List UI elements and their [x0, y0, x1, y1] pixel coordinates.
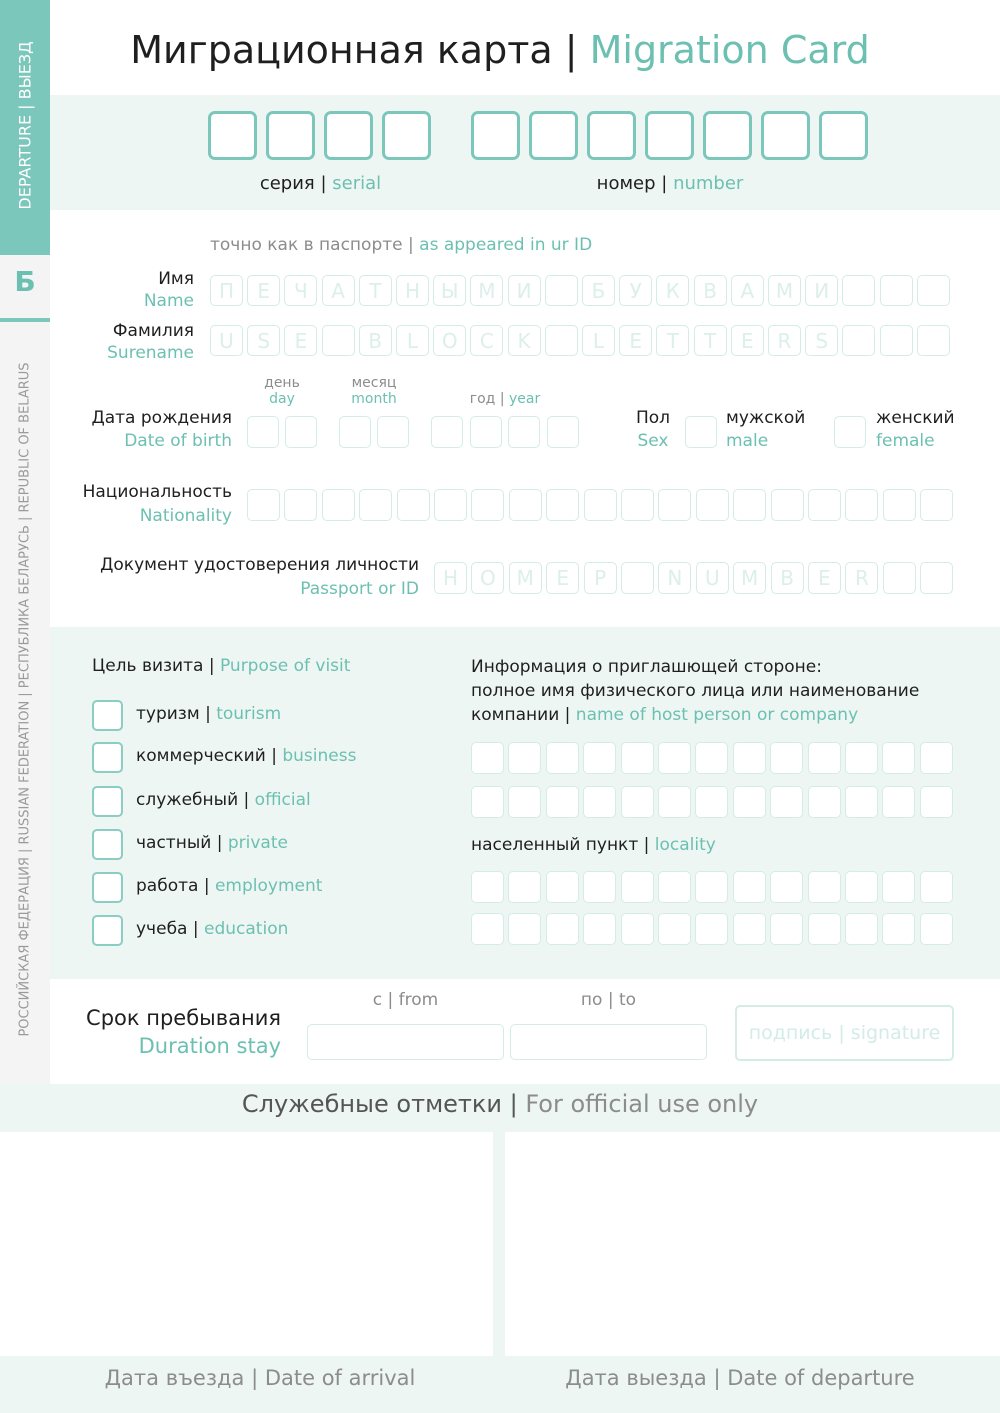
- surname-en: Surename: [107, 343, 194, 363]
- male-label: [726, 407, 805, 453]
- letter-cell[interactable]: E: [284, 325, 317, 356]
- letter-cell[interactable]: [771, 489, 804, 521]
- letter-cell[interactable]: S: [247, 325, 280, 356]
- title-ru: Миграционная карта: [130, 28, 553, 72]
- letter-cell[interactable]: Ч: [284, 275, 317, 306]
- nationality-en: Nationality: [139, 506, 232, 526]
- letter-cell[interactable]: E: [546, 562, 579, 594]
- letter-cell[interactable]: [880, 275, 913, 306]
- side-rule: [0, 318, 50, 322]
- letter-cell[interactable]: [546, 786, 579, 818]
- purpose-tourism-label: туризм | tourism: [136, 704, 282, 724]
- education-en: education: [204, 919, 289, 939]
- host-line1: Информация о приглашющей стороне:: [471, 657, 822, 677]
- letter-cell[interactable]: N: [658, 562, 691, 594]
- letter-cell[interactable]: [920, 562, 953, 594]
- purpose-tourism-checkbox[interactable]: [92, 700, 123, 731]
- number-en: number: [673, 173, 744, 194]
- letter-cell[interactable]: А: [731, 275, 764, 306]
- letter-cell[interactable]: [546, 489, 579, 521]
- countries-label: РОССИЙСКАЯ ФЕДЕРАЦИЯ | RUSSIAN FEDERATION | РЕСПУБЛИКА БЕЛАРУСЬ | REPUBLIC OF BELARUS: [17, 362, 33, 1037]
- letter-cell[interactable]: В: [694, 275, 727, 306]
- letter-cell[interactable]: U: [210, 325, 243, 356]
- letter-cell[interactable]: [471, 786, 504, 818]
- letter-cell[interactable]: R: [768, 325, 801, 356]
- letter-cell[interactable]: [583, 913, 616, 945]
- surname-label: [60, 320, 194, 364]
- nationality-label: [60, 480, 232, 528]
- from-en: from: [398, 990, 439, 1010]
- letter-cell[interactable]: [284, 489, 317, 521]
- sex-label: [628, 407, 678, 453]
- letter-cell[interactable]: [883, 562, 916, 594]
- dob-year-cell[interactable]: [431, 416, 463, 448]
- purpose-employment-checkbox[interactable]: [92, 872, 123, 903]
- letter-cell[interactable]: [733, 489, 766, 521]
- purpose-private-checkbox[interactable]: [92, 829, 123, 860]
- letter-cell[interactable]: [322, 325, 355, 356]
- letter-cell[interactable]: [508, 871, 541, 903]
- letter-cell[interactable]: [247, 489, 280, 521]
- business-en: business: [282, 746, 357, 766]
- dob-en: Date of birth: [124, 431, 232, 451]
- letter-cell[interactable]: М: [768, 275, 801, 306]
- letter-cell[interactable]: [733, 786, 766, 818]
- letter-cell[interactable]: [471, 489, 504, 521]
- letter-cell[interactable]: [471, 871, 504, 903]
- letter-cell[interactable]: [808, 913, 841, 945]
- letter-cell[interactable]: S: [805, 325, 838, 356]
- private-en: private: [227, 833, 288, 853]
- purpose-education-label: учеба | education: [136, 919, 289, 939]
- purpose-title: Цель визита | Purpose of visit: [92, 656, 351, 676]
- purpose-ru: Цель визита: [92, 656, 204, 676]
- letter-cell[interactable]: [471, 913, 504, 945]
- letter-cell[interactable]: [695, 871, 728, 903]
- letter-cell[interactable]: U: [696, 562, 729, 594]
- signature-box[interactable]: подпись | signature: [735, 1005, 954, 1061]
- stay-to-input[interactable]: [510, 1024, 707, 1060]
- serial-en: serial: [332, 173, 382, 194]
- letter-cell[interactable]: [883, 489, 916, 521]
- letter-cell[interactable]: [508, 742, 541, 774]
- title-en: Migration Card: [589, 28, 870, 72]
- letter-cell[interactable]: [770, 871, 803, 903]
- letter-cell[interactable]: R: [845, 562, 878, 594]
- dob-label: [60, 407, 232, 453]
- letter-cell[interactable]: [920, 871, 953, 903]
- arrival-date-label: Дата въезда | Date of arrival: [104, 1366, 416, 1390]
- serial-digit-box[interactable]: [266, 111, 315, 160]
- female-en: female: [876, 431, 935, 451]
- letter-cell[interactable]: [733, 913, 766, 945]
- male-ru: мужской: [726, 408, 806, 428]
- letter-cell[interactable]: [770, 913, 803, 945]
- letter-cell[interactable]: [770, 742, 803, 774]
- passport-note-ru: точно как в паспорте: [210, 235, 403, 255]
- private-ru: частный: [136, 833, 212, 853]
- dob-month-cell[interactable]: [339, 416, 371, 448]
- departure-en: Date of departure: [727, 1366, 915, 1390]
- letter-cell[interactable]: [920, 913, 953, 945]
- letter-cell[interactable]: T: [694, 325, 727, 356]
- letter-cell[interactable]: [842, 325, 875, 356]
- number-digit-box[interactable]: [587, 111, 636, 160]
- letter-cell[interactable]: [808, 786, 841, 818]
- host-line3-en: name of host person or company: [575, 705, 859, 725]
- letter-cell[interactable]: [845, 786, 878, 818]
- month-label: [339, 375, 409, 407]
- letter-cell[interactable]: [695, 742, 728, 774]
- serial-digit-box[interactable]: [208, 111, 257, 160]
- letter-cell[interactable]: T: [656, 325, 689, 356]
- tourism-ru: туризм: [136, 704, 200, 724]
- letter-cell[interactable]: И: [508, 275, 541, 306]
- year-ru: год: [469, 391, 496, 407]
- purpose-employment-label: работа | employment: [136, 876, 323, 896]
- letter-cell[interactable]: [658, 786, 691, 818]
- host-line3-ru: компании: [471, 705, 560, 725]
- departure-label: DEPARTURE | ВЫЕЗД: [15, 41, 35, 210]
- title-sep: |: [552, 28, 590, 72]
- letter-cell[interactable]: [882, 786, 915, 818]
- arrival-en: Date of arrival: [264, 1366, 416, 1390]
- name-en: Name: [143, 291, 194, 311]
- year-en: year: [509, 391, 541, 407]
- day-label: [247, 375, 317, 407]
- letter-cell[interactable]: Т: [359, 275, 392, 306]
- tourism-en: tourism: [216, 704, 282, 724]
- official-en: official: [254, 790, 311, 810]
- letter-cell[interactable]: И: [805, 275, 838, 306]
- letter-cell[interactable]: [920, 489, 953, 521]
- business-ru: коммерческий: [136, 746, 266, 766]
- letter-cell[interactable]: [917, 275, 950, 306]
- purpose-business-label: коммерческий | business: [136, 746, 357, 766]
- stay-from-input[interactable]: [307, 1024, 504, 1060]
- letter-cell[interactable]: [920, 786, 953, 818]
- female-checkbox[interactable]: [834, 416, 866, 448]
- letter-cell[interactable]: E: [619, 325, 652, 356]
- dob-month-cell[interactable]: [377, 416, 409, 448]
- letter-cell[interactable]: [696, 489, 729, 521]
- letter-cell[interactable]: [808, 742, 841, 774]
- letter-cell[interactable]: К: [656, 275, 689, 306]
- nationality-ru: Национальность: [82, 482, 232, 502]
- letter-cell[interactable]: [509, 489, 542, 521]
- letter-cell[interactable]: [583, 742, 616, 774]
- letter-cell[interactable]: М: [470, 275, 503, 306]
- letter-cell[interactable]: [882, 871, 915, 903]
- to-ru: по: [580, 990, 603, 1010]
- letter-cell[interactable]: P: [584, 562, 617, 594]
- serial-ru: серия: [259, 173, 315, 194]
- letter-cell[interactable]: [546, 871, 579, 903]
- number-digit-box[interactable]: [529, 111, 578, 160]
- dob-year-cell[interactable]: [547, 416, 579, 448]
- letter-cell[interactable]: [545, 325, 578, 356]
- number-digit-box[interactable]: [471, 111, 520, 160]
- letter-cell[interactable]: [845, 871, 878, 903]
- to-label: по | to: [580, 990, 637, 1010]
- employment-en: employment: [214, 876, 323, 896]
- month-en: month: [351, 391, 397, 407]
- surname-ru: Фамилия: [112, 321, 194, 341]
- letter-cell[interactable]: [546, 913, 579, 945]
- letter-cell[interactable]: [508, 786, 541, 818]
- letter-cell[interactable]: П: [210, 275, 243, 306]
- purpose-official-label: служебный | official: [136, 790, 311, 810]
- letter-cell[interactable]: [842, 275, 875, 306]
- official-area-left: [0, 1132, 493, 1356]
- letter-cell[interactable]: [621, 742, 654, 774]
- official-use-ru: Служебные отметки: [241, 1090, 503, 1118]
- purpose-business-checkbox[interactable]: [92, 742, 123, 773]
- letter-cell[interactable]: Е: [247, 275, 280, 306]
- letter-cell[interactable]: L: [396, 325, 429, 356]
- letter-cell[interactable]: B: [359, 325, 392, 356]
- name-ru: Имя: [158, 269, 194, 289]
- letter-cell[interactable]: [920, 742, 953, 774]
- letter-cell[interactable]: [621, 913, 654, 945]
- departure-date-label: Дата выезда | Date of departure: [565, 1366, 915, 1390]
- letter-cell[interactable]: [658, 489, 691, 521]
- signature-en: signature: [850, 1022, 941, 1044]
- page-title: [50, 28, 950, 72]
- letter-cell[interactable]: [733, 871, 766, 903]
- letter-cell[interactable]: [621, 871, 654, 903]
- number-digit-box[interactable]: [761, 111, 810, 160]
- letter-cell[interactable]: C: [470, 325, 503, 356]
- letter-cell[interactable]: [508, 913, 541, 945]
- letter-cell[interactable]: [845, 913, 878, 945]
- stay-en: Duration stay: [138, 1034, 281, 1058]
- letter-cell[interactable]: O: [471, 562, 504, 594]
- purpose-education-checkbox[interactable]: [92, 915, 123, 946]
- letter-cell[interactable]: [658, 742, 691, 774]
- locality-en: locality: [654, 835, 716, 855]
- letter-cell[interactable]: [917, 325, 950, 356]
- number-label: номер | number: [596, 173, 744, 194]
- employment-ru: работа: [136, 876, 199, 896]
- passport-note: точно как в паспорте | as appeared in ur ID: [210, 235, 593, 255]
- letter-cell[interactable]: [621, 489, 654, 521]
- letter-cell[interactable]: Н: [396, 275, 429, 306]
- sex-ru: Пол: [635, 408, 671, 428]
- letter-cell[interactable]: [359, 489, 392, 521]
- locality-label: населенный пункт | locality: [471, 835, 716, 855]
- letter-cell[interactable]: [733, 742, 766, 774]
- purpose-official-checkbox[interactable]: [92, 786, 123, 817]
- letter-cell[interactable]: Б: [582, 275, 615, 306]
- number-ru: номер: [596, 173, 656, 194]
- letter-cell[interactable]: [880, 325, 913, 356]
- sex-en: Sex: [637, 431, 669, 451]
- letter-cell[interactable]: M: [733, 562, 766, 594]
- signature-ru: подпись: [748, 1022, 833, 1044]
- female-label: [876, 407, 955, 453]
- day-en: day: [269, 391, 295, 407]
- male-checkbox[interactable]: [685, 416, 717, 448]
- stay-label: [60, 1004, 281, 1060]
- letter-cell[interactable]: E: [808, 562, 841, 594]
- letter-cell[interactable]: [845, 742, 878, 774]
- stay-ru: Срок пребывания: [86, 1006, 281, 1030]
- dob-ru: Дата рождения: [91, 408, 232, 428]
- purpose-en: Purpose of visit: [219, 656, 351, 676]
- letter-cell[interactable]: H: [434, 562, 467, 594]
- from-ru: с: [372, 990, 383, 1010]
- official-use-en: For official use only: [525, 1090, 759, 1118]
- letter-cell[interactable]: O: [433, 325, 466, 356]
- official-divider: [493, 1132, 505, 1356]
- arrival-ru: Дата въезда: [104, 1366, 245, 1390]
- letter-cell[interactable]: [808, 489, 841, 521]
- departure-tab: [0, 0, 50, 255]
- letter-cell[interactable]: [770, 786, 803, 818]
- dob-year-cell[interactable]: [470, 416, 502, 448]
- letter-cell[interactable]: [546, 742, 579, 774]
- document-label: [60, 553, 419, 601]
- number-digit-box[interactable]: [645, 111, 694, 160]
- letter-cell[interactable]: Ы: [433, 275, 466, 306]
- letter-cell[interactable]: [434, 489, 467, 521]
- female-ru: женский: [876, 408, 955, 428]
- letter-cell[interactable]: [583, 786, 616, 818]
- letter-cell[interactable]: У: [619, 275, 652, 306]
- letter-cell[interactable]: [621, 786, 654, 818]
- letter-cell[interactable]: E: [731, 325, 764, 356]
- serial-digit-box[interactable]: [324, 111, 373, 160]
- from-label: с | from: [372, 990, 439, 1010]
- letter-cell[interactable]: А: [322, 275, 355, 306]
- letter-cell[interactable]: [845, 489, 878, 521]
- month-ru: месяц: [351, 375, 397, 391]
- letter-cell[interactable]: [584, 489, 617, 521]
- host-info-label: Информация о приглашющей стороне: полное имя физического лица или наименование компании | name of host person or company: [471, 657, 920, 725]
- letter-cell[interactable]: [471, 742, 504, 774]
- locality-ru: населенный пункт: [471, 835, 639, 855]
- official-area-right: [505, 1132, 1000, 1356]
- letter-cell[interactable]: [882, 913, 915, 945]
- number-digit-box[interactable]: [819, 111, 868, 160]
- letter-cell[interactable]: [695, 786, 728, 818]
- passport-note-en: as appeared in ur ID: [419, 235, 593, 255]
- letter-cell[interactable]: K: [508, 325, 541, 356]
- letter-cell[interactable]: [545, 275, 578, 306]
- official-use-title: Служебные отметки | For official use only: [241, 1090, 759, 1118]
- serial-label: серия | serial: [259, 173, 382, 194]
- day-ru: день: [264, 375, 300, 391]
- name-label: [60, 268, 194, 312]
- letter-cell[interactable]: [322, 489, 355, 521]
- to-en: to: [618, 990, 637, 1010]
- letter-cell[interactable]: [808, 871, 841, 903]
- host-line2: полное имя физического лица или наименование: [471, 681, 920, 701]
- letter-cell[interactable]: M: [509, 562, 542, 594]
- letter-cell[interactable]: B: [771, 562, 804, 594]
- number-digit-box[interactable]: [703, 111, 752, 160]
- letter-cell[interactable]: [583, 871, 616, 903]
- dob-year-cell[interactable]: [508, 416, 540, 448]
- education-ru: учеба: [136, 919, 188, 939]
- letter-cell[interactable]: [397, 489, 430, 521]
- dob-day-cell[interactable]: [285, 416, 317, 448]
- purpose-private-label: частный | private: [136, 833, 288, 853]
- serial-digit-box[interactable]: [382, 111, 431, 160]
- male-en: male: [726, 431, 769, 451]
- letter-cell[interactable]: [695, 913, 728, 945]
- official-ru: служебный: [136, 790, 239, 810]
- form-letter: Б: [14, 265, 36, 298]
- document-en: Passport or ID: [300, 579, 419, 599]
- letter-cell[interactable]: L: [582, 325, 615, 356]
- departure-ru: Дата выезда: [565, 1366, 707, 1390]
- letter-cell[interactable]: [658, 871, 691, 903]
- letter-cell[interactable]: [882, 742, 915, 774]
- document-ru: Документ удостоверения личности: [100, 555, 419, 575]
- year-label: год | year: [469, 391, 541, 407]
- letter-cell[interactable]: [621, 562, 654, 594]
- letter-cell[interactable]: [658, 913, 691, 945]
- dob-day-cell[interactable]: [247, 416, 279, 448]
